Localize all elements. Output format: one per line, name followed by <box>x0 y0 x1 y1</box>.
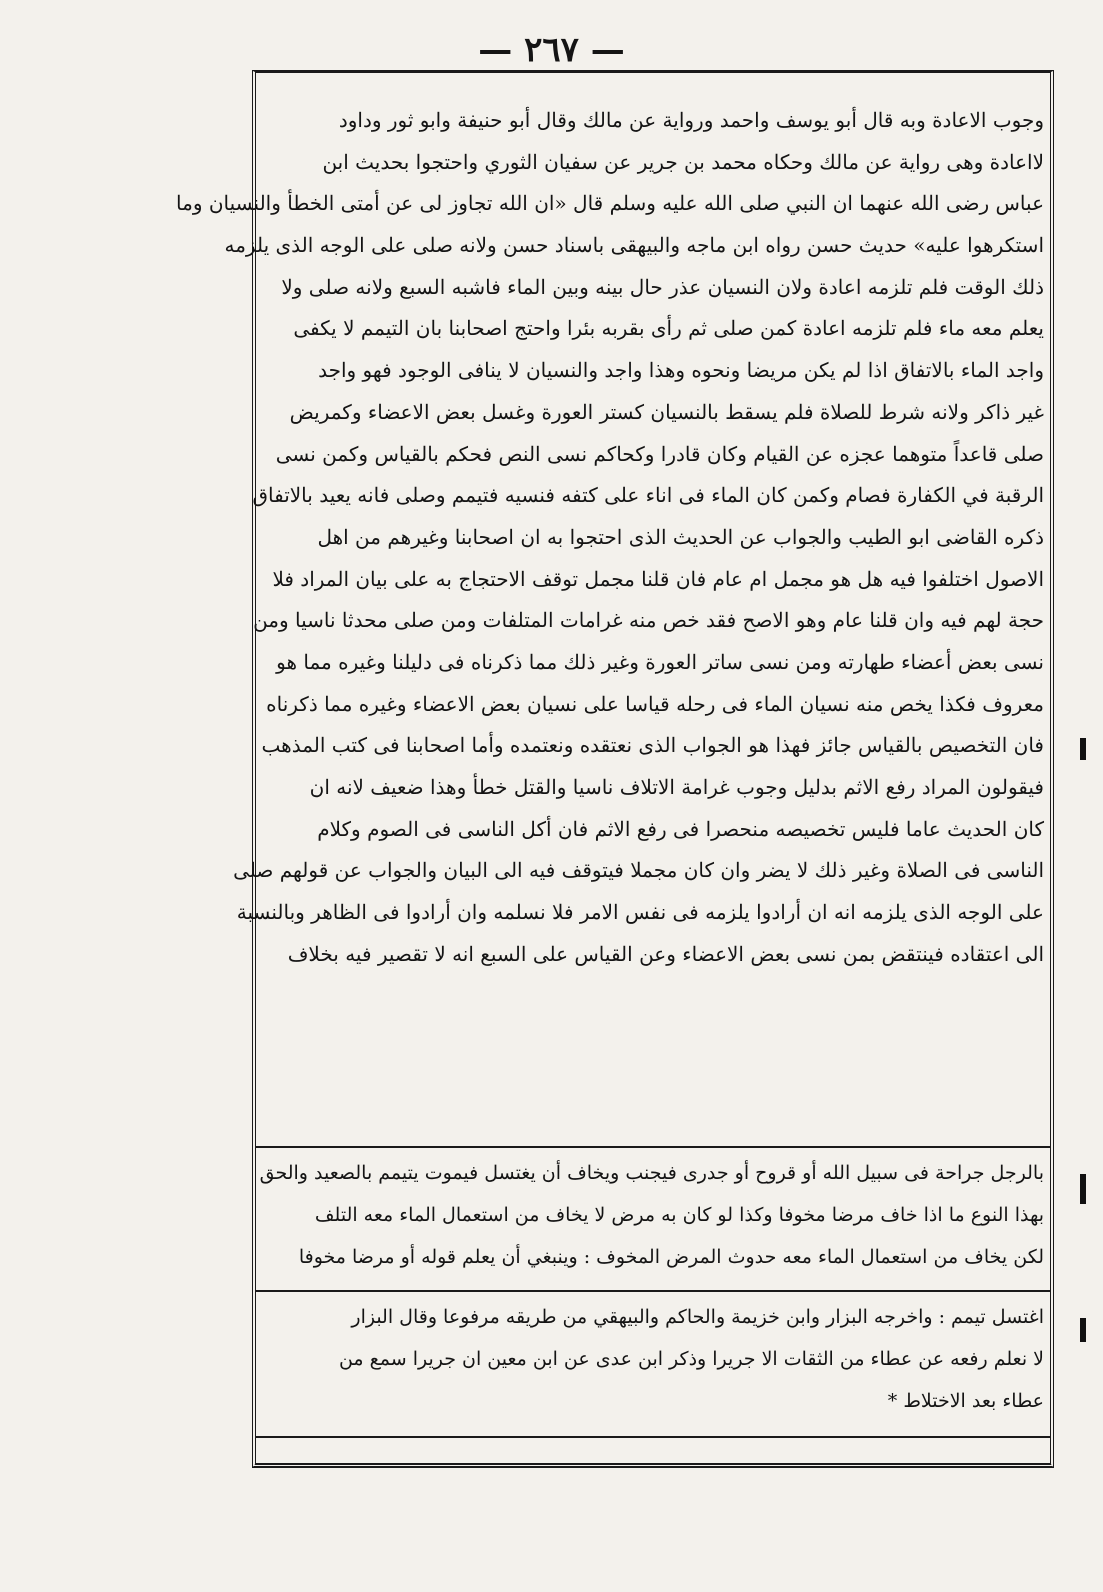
footnote-line: بهذا النوع ما اذا خاف مرضا مخوفا وكذا لو كان به مرض لا يخاف من استعمال الماء معه التلف <box>314 1204 1044 1226</box>
footnote-line: لكن يخاف من استعمال الماء معه حدوث المرض المخوف : وينبغي أن يعلم قوله أو مرضا مخوفا <box>298 1246 1044 1268</box>
main-line: الى اعتقاده فينتقض بمن نسى بعض الاعضاء وعن القياس على السبع انه لا تقصير فيه بخلاف <box>287 941 1044 966</box>
endnote-line: اغتسل تيمم : واخرجه البزار وابن خزيمة والحاكم والبيهقي من طريقه مرفوعا وقال البزار <box>351 1306 1044 1328</box>
main-line: نسى بعض أعضاء طهارته ومن نسى ساتر العورة وغير ذلك مما ذكرناه فى دليلنا وغيره مما هو <box>276 649 1044 674</box>
endnote-divider <box>256 1290 1051 1292</box>
main-line: ذلك الوقت فلم تلزمه اعادة ولان النسيان عذر حال بينه وبين الماء فاشبه السبع ولانه صلى ولا <box>281 274 1044 299</box>
main-line: كان الحديث عاما فليس تخصيصه منحصرا فى رفع الاثم فان أكل الناسى فى الصوم وكلام <box>317 816 1044 841</box>
page-number: — ٢٦٧ — <box>478 30 625 70</box>
main-line: عباس رضى الله عنهما ان النبي صلى الله عليه وسلم قال «ان الله تجاوز لى عن أمتى الخطأ والنسيان وما <box>176 191 1044 216</box>
main-line: ذكره القاضى ابو الطيب والجواب عن الحديث الذى احتجوا به ان اصحابنا وغيرهم من اهل <box>317 524 1044 549</box>
main-line: غير ذاكر ولانه شرط للصلاة فلم يسقط بالنسيان كستر العورة وغسل بعض الاعضاء وكمريض <box>289 399 1044 424</box>
main-line: معروف فكذا يخص منه نسيان الماء فى رحله قياسا على نسيان بعض الاعضاء وغيره مما ذكرناه <box>266 691 1044 716</box>
main-line: واجد الماء بالاتفاق اذا لم يكن مريضا ونحوه وهذا واجد والنسيان لا ينافى الوجود فهو واجد <box>318 358 1044 383</box>
main-line: الناسى فى الصلاة وغير ذلك لا يضر وان كان مجملا فيتوقف فيه الى البيان والجواب عن قولهم صلى <box>233 858 1044 883</box>
main-line: الرقبة في الكفارة فصام وكمن كان الماء فى اناء على كتفه فنسيه فتيمم وصلى فانه يعيد بالاتفاق <box>252 483 1044 508</box>
main-line: استكرهوا عليه» حديث حسن رواه ابن ماجه والبيهقى باسناد حسن ولانه صلى على الوجه الذى يلزمه <box>224 233 1044 258</box>
main-line: صلى قاعداً متوهما عجزه عن القيام وكان قادرا وكحاكم نسى النص فحكم بالقياس وكمن نسى <box>275 441 1044 466</box>
footnotes <box>259 1152 1044 1284</box>
bottom-divider <box>256 1436 1051 1438</box>
footnote-divider <box>256 1146 1051 1148</box>
main-line: وجوب الاعادة وبه قال أبو يوسف واحمد ورواية عن مالك وقال أبو حنيفة وابو ثور وداود <box>338 108 1044 132</box>
endnotes <box>264 1296 1044 1456</box>
main-line: لااعادة وهى رواية عن مالك وحكاه محمد بن جرير عن سفيان الثوري واحتجوا بحديث ابن <box>322 149 1044 174</box>
margin-mark <box>1080 1318 1086 1342</box>
main-line: فان التخصيص بالقياس جائز فهذا هو الجواب الذى نعتقده ونعتمده وأما اصحابنا فى كتب المذهب <box>261 733 1044 758</box>
main-line: على الوجه الذى يلزمه انه ان أرادوا يلزمه فى نفس الامر فلا نسلمه وان أرادوا فى الظاهر وبالنسبة <box>236 900 1044 925</box>
margin-mark <box>1080 738 1086 760</box>
main-line: فيقولون المراد رفع الاثم بدليل وجوب غرامة الاتلاف ناسيا والقتل خطأ وهذا ضعيف لانه ان <box>309 775 1044 799</box>
main-line: حجة لهم فيه وان قلنا عام وهو الاصح فقد خص منه غرامات المتلفات ومن صلى محدثا ناسيا ومن <box>253 608 1044 633</box>
margin-mark <box>1080 1174 1086 1204</box>
main-text <box>176 100 1044 1144</box>
main-line: يعلم معه ماء فلم تلزمه اعادة كمن صلى ثم رأى بقربه بئرا واحتج اصحابنا بان التيمم لا يكفى <box>293 316 1044 341</box>
endnote-line: عطاء بعد الاختلاط * <box>887 1390 1044 1412</box>
endnote-line: لا نعلم رفعه عن عطاء من الثقات الا جريرا وذكر ابن عدى عن ابن معين ان جريرا سمع من <box>338 1348 1044 1370</box>
footnote-line: بالرجل جراحة فى سبيل الله أو قروح أو جدرى فيجنب ويخاف أن يغتسل فيموت يتيمم بالصعيد والحق <box>259 1162 1044 1184</box>
main-line: الاصول اختلفوا فيه هل هو مجمل ام عام فان قلنا مجمل توقف الاحتجاج به على بيان المراد فلا <box>272 566 1044 591</box>
